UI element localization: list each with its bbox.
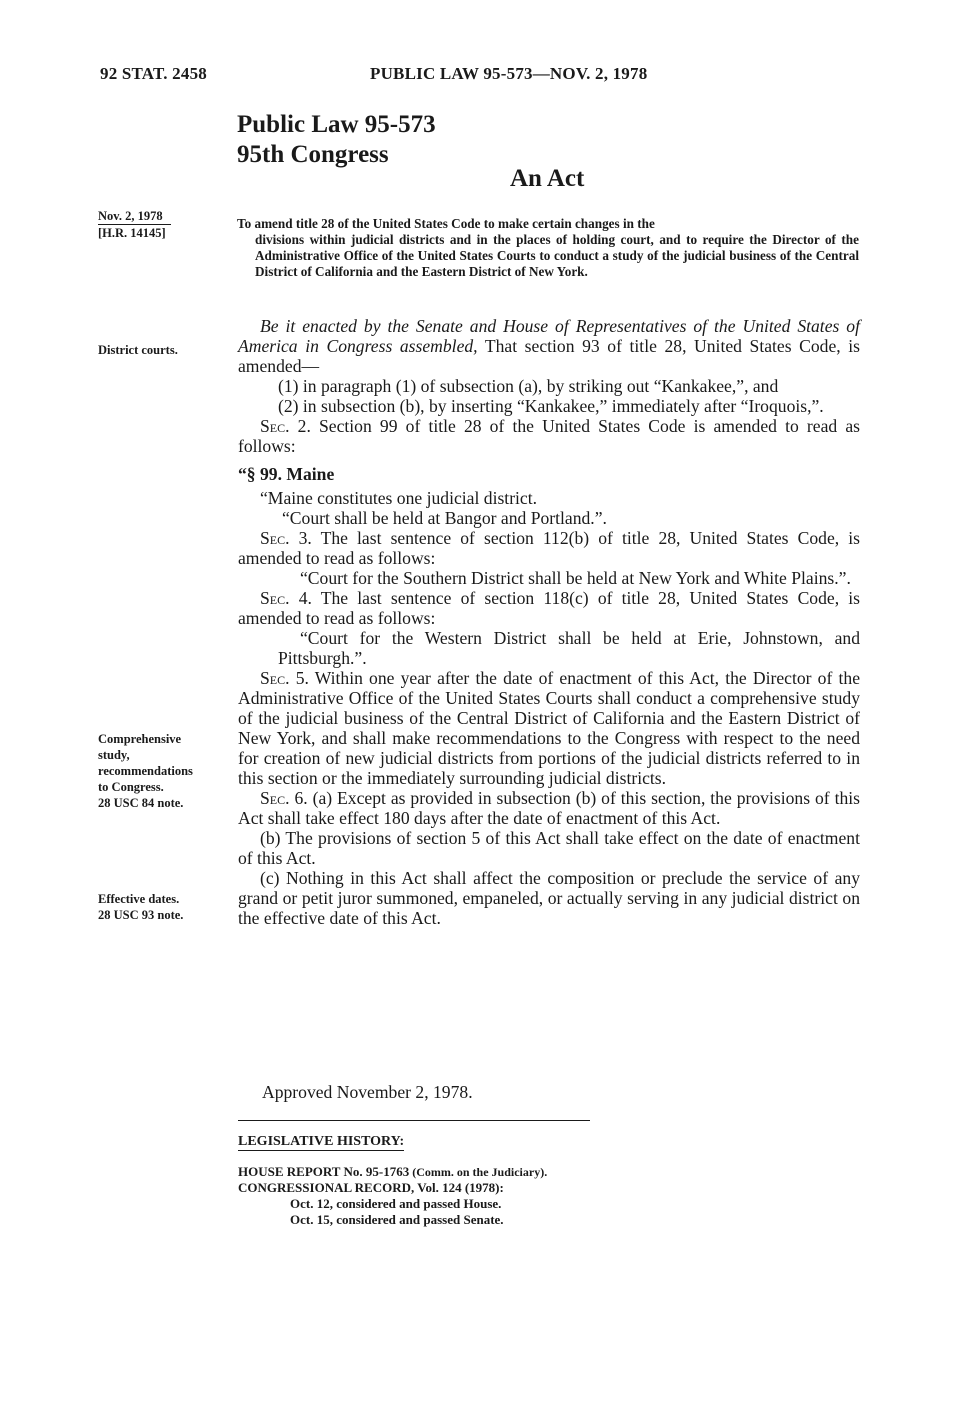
- section-3-quote: “Court for the Southern District shall be held at New York and White Plains.”.: [300, 568, 851, 588]
- congress-number: 95th Congress: [237, 141, 389, 168]
- amendment-item-2: (2) in subsection (b), by inserting “Kankakee,” immediately after “Iroquois,”.: [278, 396, 824, 416]
- section-4: [238, 588, 860, 628]
- margin-effective-dates: [98, 891, 228, 923]
- approval-date: Approved November 2, 1978.: [262, 1082, 473, 1102]
- section-2-text: 2. Section 99 of title 28 of the United States Code is amended to read as follows:: [238, 416, 860, 456]
- section-3: [238, 528, 860, 568]
- purpose-continuation: divisions within judicial districts and in the places of holding court, and to require the Director of the Administrative Office of the United States Courts to conduct a study of the judicial business of the Central District of California and the Eastern District of New York.: [255, 232, 859, 279]
- section-99-text-1: “Maine constitutes one judicial district.: [260, 488, 538, 508]
- section-6b: (b) The provisions of section 5 of this Act shall take effect on the date of enactment of this Act.: [238, 828, 860, 868]
- legislative-history: [238, 1164, 547, 1228]
- section-5-text: 5. Within one year after the date of enactment of this Act, the Director of the Administrative Office of the United States Courts shall conduct a comprehensive study of the judicial business of the Central District of California and the Eastern District of New York, and shall make recommendations to the Congress with respect to the need for creation of new judicial districts from portions of the judicial districts referred to in this section or the immediately surrounding judicial districts.: [238, 668, 860, 788]
- margin-date: Nov. 2, 1978: [98, 208, 171, 225]
- section-2: [238, 416, 860, 456]
- sec-label: Sec.: [260, 788, 290, 808]
- margin-study-line: study,: [98, 748, 130, 762]
- enacting-clause: [238, 316, 860, 376]
- house-report-committee: (Comm. on the Judiciary).: [409, 1165, 548, 1179]
- amendment-item-1: (1) in paragraph (1) of subsection (a), by striking out “Kankakee,”, and: [278, 376, 779, 396]
- margin-study-line: recommendations: [98, 764, 193, 778]
- section-4-quote: “Court for the Western District shall be held at Erie, Johnstown, and Pittsburgh.”.: [278, 628, 860, 668]
- margin-effective-line: 28 USC 93 note.: [98, 908, 184, 922]
- section-6a-text: 6. (a) Except as provided in subsection (b) of this section, the provisions of this Act shall take effect 180 days after the date of enactment of this Act.: [238, 788, 860, 828]
- sec-label: Sec.: [260, 668, 290, 688]
- law-number: Public Law 95-573: [237, 111, 436, 138]
- margin-study-note: [98, 731, 228, 811]
- section-4-text: 4. The last sentence of section 118(c) of title 28, United States Code, is amended to read as follows:: [238, 588, 860, 628]
- history-entry: Oct. 12, considered and passed House.: [290, 1196, 502, 1211]
- house-report: [238, 1164, 547, 1180]
- an-act-heading: An Act: [510, 165, 585, 192]
- margin-study-line: Comprehensive: [98, 732, 182, 746]
- enacting-formula: Be it enacted by the Senate and House of Representatives of the United States of America in Congress assembled,: [238, 316, 860, 356]
- section-6a: [238, 788, 860, 828]
- section-99-heading: “§ 99. Maine: [238, 464, 335, 484]
- section-6c: (c) Nothing in this Act shall affect the composition or preclude the service of any grand or petit juror summoned, empaneled, or actually serving in any judicial district on the effective date of this Act.: [238, 868, 860, 928]
- house-report-number: HOUSE REPORT No. 95-1763: [238, 1164, 410, 1179]
- margin-bill: [H.R. 14145]: [98, 226, 166, 240]
- legislative-history-title: LEGISLATIVE HISTORY:: [238, 1134, 405, 1149]
- section-99-text-2: “Court shall be held at Bangor and Portland.”.: [282, 508, 607, 528]
- purpose-line-1: To amend title 28 of the United States Code to make certain changes in the: [237, 216, 655, 231]
- margin-district-courts: District courts.: [98, 343, 178, 357]
- act-body: [238, 316, 860, 928]
- enacting-text: That section 93 of title 28, United States Code, is amended—: [238, 336, 861, 376]
- page-citation: 92 STAT. 2458: [100, 64, 207, 83]
- history-entry: Oct. 15, considered and passed Senate.: [290, 1212, 504, 1227]
- running-header: PUBLIC LAW 95-573—NOV. 2, 1978: [370, 64, 648, 83]
- sec-label: Sec.: [260, 416, 290, 436]
- section-3-text: 3. The last sentence of section 112(b) of title 28, United States Code, is amended to read as follows:: [238, 528, 860, 568]
- sec-label: Sec.: [260, 588, 290, 608]
- margin-effective-line: Effective dates.: [98, 892, 180, 906]
- margin-date-bill: [98, 208, 228, 241]
- law-title-block: [237, 110, 436, 170]
- congressional-record: CONGRESSIONAL RECORD, Vol. 124 (1978):: [238, 1180, 504, 1195]
- sec-label: Sec.: [260, 528, 290, 548]
- section-5: [238, 668, 860, 788]
- margin-study-line: to Congress.: [98, 780, 164, 794]
- divider-rule: [238, 1120, 590, 1121]
- margin-study-line: 28 USC 84 note.: [98, 796, 184, 810]
- purpose-statement: [237, 216, 859, 280]
